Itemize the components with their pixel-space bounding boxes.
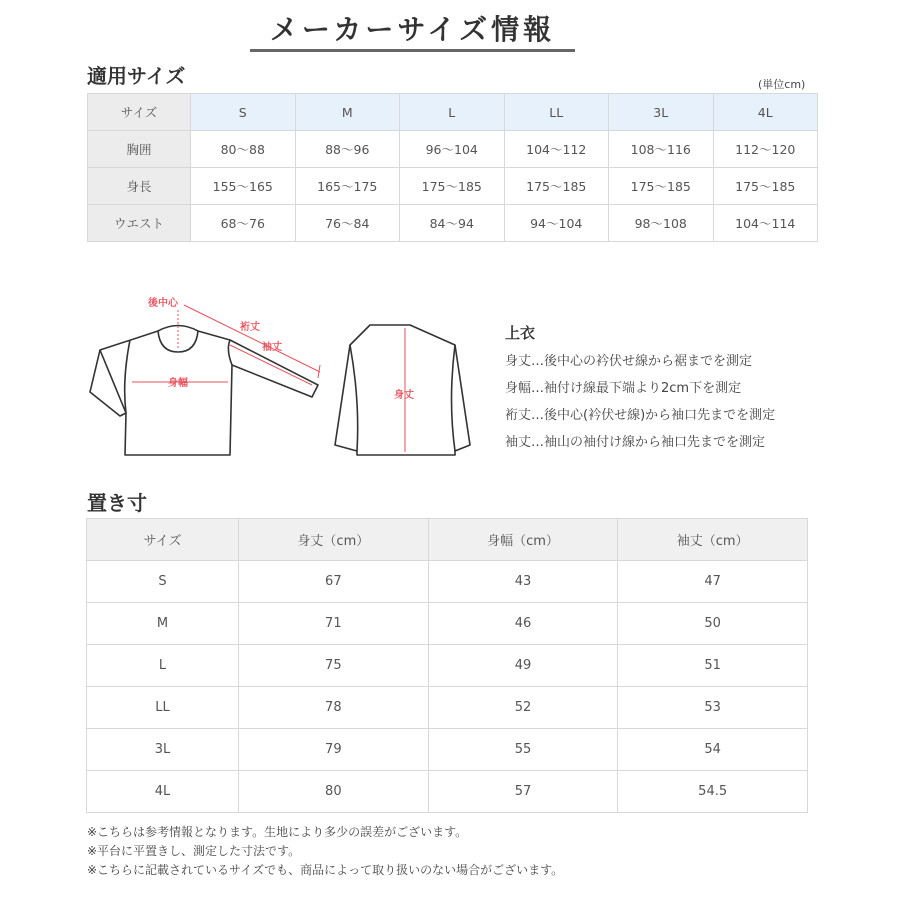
- header-cell: 身幅（cm）: [428, 519, 618, 561]
- cell: 76〜84: [295, 205, 400, 242]
- description-item: 身幅…袖付け線最下端より2cm下を測定: [505, 381, 742, 396]
- cell: 50: [618, 603, 808, 645]
- cell: 104〜114: [713, 205, 818, 242]
- cell: 67: [239, 561, 429, 603]
- cell: 108〜116: [609, 131, 714, 168]
- cell: L: [87, 645, 239, 687]
- header-cell: LL: [504, 94, 609, 131]
- header-cell: サイズ: [87, 519, 239, 561]
- applicable-size-heading: 適用サイズ: [87, 64, 186, 88]
- cell: 75: [239, 645, 429, 687]
- cell: 49: [428, 645, 618, 687]
- cell: 54: [618, 729, 808, 771]
- cell: 51: [618, 645, 808, 687]
- description-item: 身丈…後中心の衿伏せ線から裾までを測定: [505, 354, 753, 369]
- cell: 104〜112: [504, 131, 609, 168]
- cell: 68〜76: [191, 205, 296, 242]
- header-cell: サイズ: [88, 94, 191, 131]
- cell: 175〜185: [504, 168, 609, 205]
- cell: 46: [428, 603, 618, 645]
- page-title: メーカーサイズ情報: [269, 13, 556, 46]
- cell: 96〜104: [400, 131, 505, 168]
- unit-label: (単位cm): [758, 78, 806, 91]
- body-length-label: 身丈: [394, 390, 414, 401]
- cell: 175〜185: [713, 168, 818, 205]
- cell: 80: [239, 771, 429, 813]
- table-row: [87, 729, 808, 771]
- body-width-label: 身幅: [168, 378, 188, 389]
- cell: 84〜94: [400, 205, 505, 242]
- garment-heading: 上衣: [505, 324, 536, 342]
- header-cell: L: [400, 94, 505, 131]
- description-item: 袖丈…袖山の袖付け線から袖口先までを測定: [505, 435, 766, 450]
- note: ※平台に平置きし、測定した寸法です。: [87, 844, 301, 858]
- cell: 175〜185: [400, 168, 505, 205]
- cell: 112〜120: [713, 131, 818, 168]
- header-cell: 袖丈（cm）: [618, 519, 808, 561]
- header-cell: M: [295, 94, 400, 131]
- cell: 165〜175: [295, 168, 400, 205]
- cell: LL: [87, 687, 239, 729]
- header-cell: S: [191, 94, 296, 131]
- cell: 47: [618, 561, 808, 603]
- flat-measure-table: [86, 518, 808, 813]
- cell: 88〜96: [295, 131, 400, 168]
- table-row: [87, 645, 808, 687]
- header-cell: 3L: [609, 94, 714, 131]
- cell: S: [87, 561, 239, 603]
- back-center-label: 後中心: [148, 298, 178, 309]
- note: ※こちらは参考情報となります。生地により多少の誤差がございます。: [87, 825, 468, 839]
- cell: 155〜165: [191, 168, 296, 205]
- yuki-label: 裄丈: [240, 322, 260, 333]
- table-row: [87, 561, 808, 603]
- cell: 57: [428, 771, 618, 813]
- table-row: [87, 603, 808, 645]
- cell: 79: [239, 729, 429, 771]
- header-cell: 身丈（cm）: [239, 519, 429, 561]
- table-row: [87, 687, 808, 729]
- cell: 54.5: [618, 771, 808, 813]
- header-cell: 4L: [713, 94, 818, 131]
- flat-measure-heading: 置き寸: [87, 491, 147, 515]
- cell: 98〜108: [609, 205, 714, 242]
- cell: 55: [428, 729, 618, 771]
- cell: 78: [239, 687, 429, 729]
- note: ※こちらに記載されているサイズでも、商品によって取り扱いのない場合がございます。: [87, 863, 564, 877]
- row-header: 身長: [88, 168, 191, 205]
- cell: 52: [428, 687, 618, 729]
- description-item: 裄丈…後中心(衿伏せ線)から袖口先までを測定: [505, 408, 776, 423]
- cell: 80〜88: [191, 131, 296, 168]
- sleeve-length-label: 袖丈: [262, 342, 282, 353]
- cell: M: [87, 603, 239, 645]
- table-header-row: [87, 519, 808, 561]
- row-header: ウエスト: [88, 205, 191, 242]
- cell: 43: [428, 561, 618, 603]
- row-header: 胸囲: [88, 131, 191, 168]
- cell: 71: [239, 603, 429, 645]
- cell: 4L: [87, 771, 239, 813]
- cell: 175〜185: [609, 168, 714, 205]
- table-row: [87, 771, 808, 813]
- cell: 94〜104: [504, 205, 609, 242]
- cell: 3L: [87, 729, 239, 771]
- cell: 53: [618, 687, 808, 729]
